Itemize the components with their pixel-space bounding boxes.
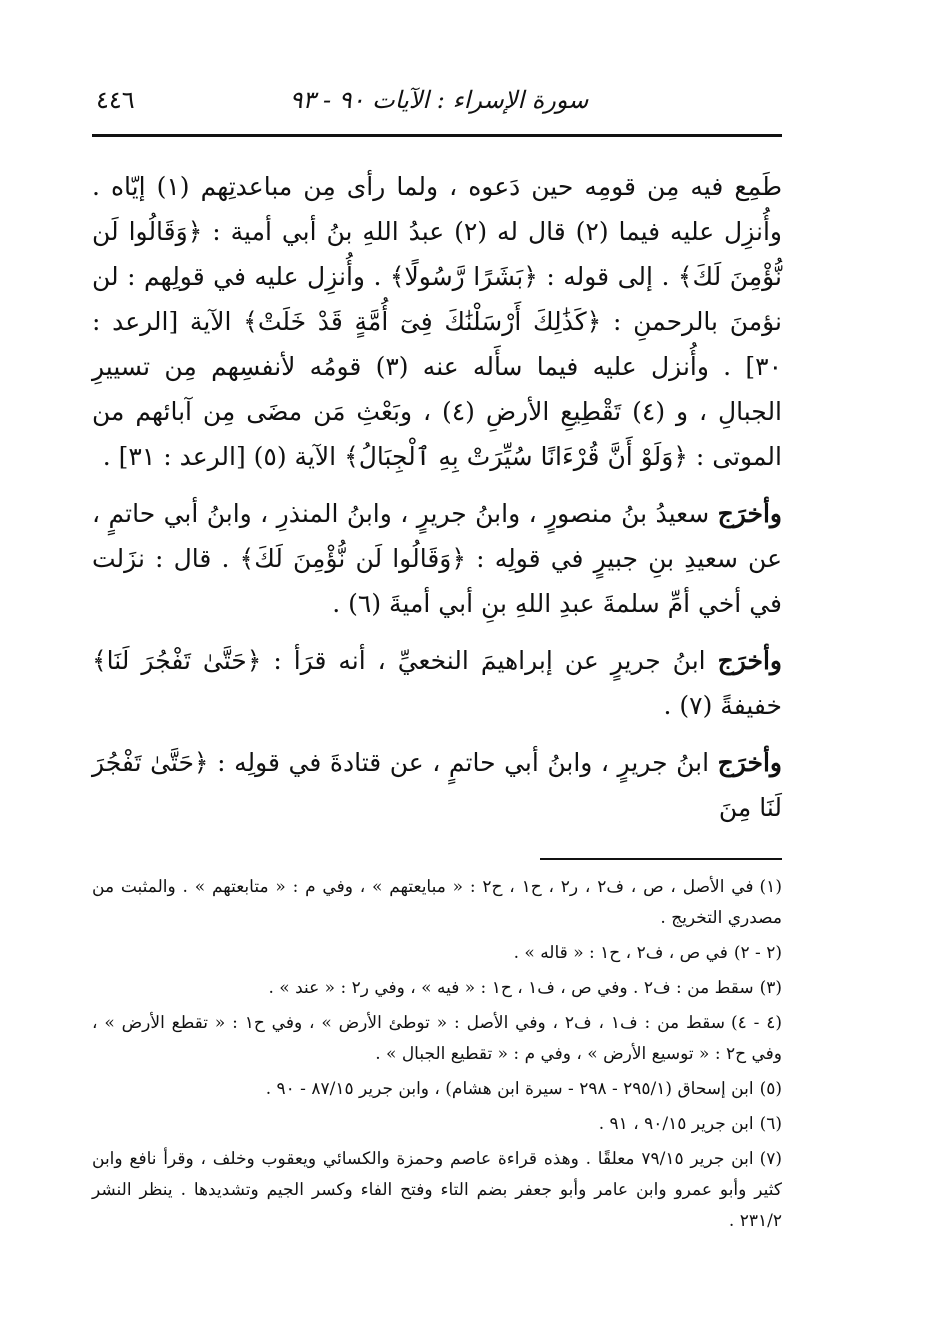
footnote-number: (٣) (759, 978, 782, 998)
footnote-number: (٧) (759, 1149, 782, 1169)
page-number: ٤٤٦ (96, 86, 135, 114)
footnote-number: (٢ - ٢) (733, 943, 782, 963)
footnote-number: (١) (759, 877, 782, 897)
header-rule (92, 134, 782, 137)
paragraph-text: ابنُ جريرٍ عن إبراهيمَ النخعيِّ ، أنه قرَأ : ﴿حَتَّىٰ تَفْجُرَ لَنَا﴾ خفيفةً (٧) . (92, 646, 782, 720)
footnote (92, 1008, 782, 1070)
footnote-number: (٦) (759, 1114, 782, 1134)
footnote-text: ابن جرير ٩٠/١٥ ، ٩١ . (598, 1114, 754, 1134)
footnote (92, 1144, 782, 1237)
main-text (92, 164, 782, 842)
paragraph-lead: وأخرَج (717, 499, 782, 528)
footnote-text: سقط من : ف٢ . وفي ص ، ف١ ، ح١ : « فيه » ، وفي ر٢ : « عند » . (268, 978, 754, 998)
paragraph-text: طَمِع فيه مِن قومِه حين دَعوه ، ولما رأى مِن مباعدتِهم (١) إيّاه . وأُنزِل عليه فيما (٢) قال له (٢) عبدُ اللهِ بنُ أبي أمية : ﴿وَقَالُوا لَن نُّؤْمِنَ لَكَ﴾ . إلى قوله : ﴿بَشَرًا رَّسُولًا﴾ . وأُنزِل عليه في قولِهم : لن نؤمنَ بالرحمنِ : ﴿كَذَٰلِكَ أَرْسَلْنَٰكَ فِىٓ أُمَّةٍ قَدْ خَلَتْ﴾ الآية [الرعد : ٣٠] . وأُنزل عليه فيما سأَله عنه (٣) قومُه لأنفسِهم مِن تسييرِ الجبالِ ، و (٤) تَقْطِيعِ الأرضِ (٤) ، وبَعْثِ مَن مضَى مِن آبائهم من الموتى : ﴿وَلَوْ أَنَّ قُرْءَانًا سُيِّرَتْ بِهِ ٱلْجِبَالُ﴾ الآية (٥) [الرعد : ٣١] . (92, 172, 783, 471)
paragraph (92, 740, 782, 830)
footnote-separator (540, 858, 782, 860)
footnote-number: (٥) (759, 1079, 782, 1099)
paragraph (92, 491, 782, 626)
footnote-text: في ص ، ف٢ ، ح١ : « قاله » . (513, 943, 728, 963)
footnote (92, 973, 782, 1004)
footnote-text: ابن إسحاق (٢٩٥/١ - ٢٩٨ - سيرة ابن هشام) ، وابن جرير ٨٧/١٥ - ٩٠ . (265, 1079, 754, 1099)
paragraph (92, 638, 782, 728)
paragraph-text: ابنُ جريرٍ ، وابنُ أبي حاتمٍ ، عن قتادةَ في قولِه : ﴿حَتَّىٰ تَفْجُرَ لَنَا مِنَ (92, 748, 782, 822)
running-title: سورة الإسراء : الآيات ٩٠ - ٩٣ (289, 86, 589, 114)
paragraph-text: سعيدُ بنُ منصورٍ ، وابنُ جريرٍ ، وابنُ المنذرِ ، وابنُ أبي حاتمٍ ، عن سعيدِ بنِ جبيرٍ في قولِه : ﴿وَقَالُوا لَن نُّؤْمِنَ لَكَ﴾ . قال : نزَلت في أخي أمِّ سلمةَ عبدِ اللهِ بنِ أبي أميةَ (٦) . (92, 499, 782, 618)
paragraph-lead: وأخرَج (717, 646, 782, 675)
paragraph (92, 164, 782, 479)
footnote (92, 872, 782, 934)
page-header (96, 78, 782, 122)
footnote-text: ابن جرير ٧٩/١٥ معلقًا . وهذه قراءة عاصم وحمزة والكسائي ويعقوب وخلف ، وقرأ نافع وابن كثير وأبو عمرو وابن عامر وأبو جعفر بضم التاء وفتح الفاء وكسر الجيم وتشديدها . ينظر النشر ٢٣١/٢ . (92, 1149, 782, 1231)
footnote-text: سقط من : ف١ ، ف٢ ، وفي الأصل : « توطئ الأرض » ، وفي ح١ : « تقطع الأرض » ، وفي ح٢ : « توسيع الأرض » ، وفي م : « تقطيع الجبال » . (92, 1013, 782, 1064)
footnote (92, 1074, 782, 1105)
footnote (92, 938, 782, 969)
paragraph-lead: وأخرَج (717, 748, 782, 777)
footnote-text: في الأصل ، ص ، ف٢ ، ر٢ ، ح١ ، ح٢ : « مبايعتهم » ، وفي م : « متابعتهم » . والمثبت من مصدري التخريج . (92, 877, 782, 928)
footnote (92, 1109, 782, 1140)
footnote-number: (٤ - ٤) (730, 1013, 782, 1033)
footnotes (92, 872, 782, 1241)
